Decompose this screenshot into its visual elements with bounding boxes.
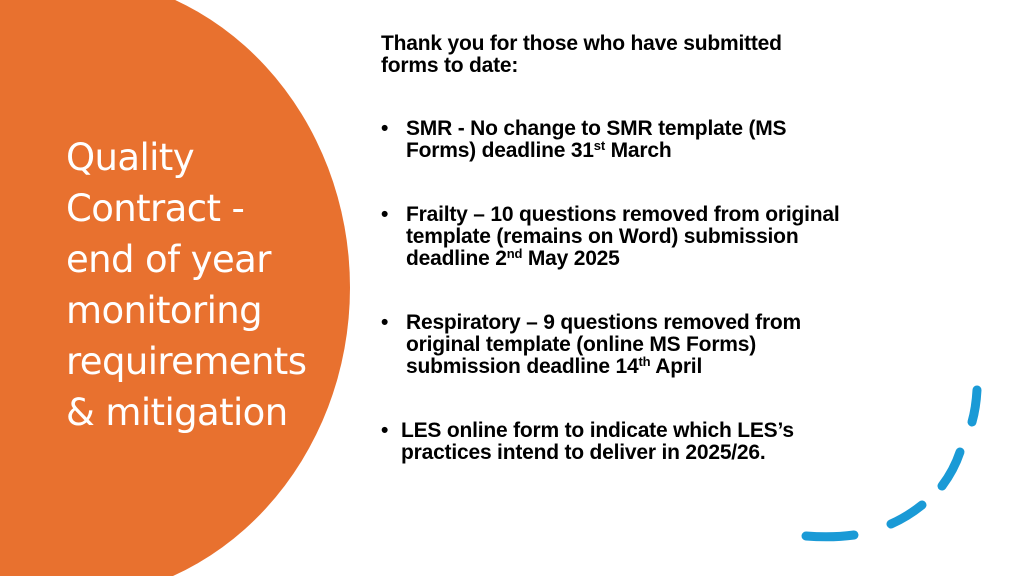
ordinal-suffix: nd xyxy=(506,246,523,261)
line-text: March xyxy=(604,139,672,162)
content-body xyxy=(381,32,981,464)
bullet-line: Frailty – 10 questions removed from original xyxy=(406,203,840,226)
title-line: & mitigation xyxy=(66,391,288,434)
bullet-text xyxy=(406,204,839,270)
bullet-text xyxy=(401,420,794,464)
intro-line: forms to date: xyxy=(381,54,519,77)
bullet-line xyxy=(406,356,801,378)
bullet-marker: • xyxy=(381,117,389,140)
bullet-text xyxy=(406,312,801,378)
ordinal-suffix: th xyxy=(638,354,651,369)
bullet-text xyxy=(406,118,786,162)
bullet-line: LES online form to indicate which LES’s xyxy=(401,419,794,442)
line-text: Forms) deadline 31 xyxy=(406,139,594,162)
ordinal-suffix: st xyxy=(593,138,605,153)
swoosh-dash xyxy=(942,452,960,486)
swoosh-dash xyxy=(806,535,854,537)
title-line: Quality xyxy=(66,136,195,179)
line-text: submission deadline 14 xyxy=(406,355,639,378)
bullet-line xyxy=(406,140,786,162)
bullet-marker: • xyxy=(381,203,389,226)
slide-title xyxy=(66,132,336,438)
bullet-line: Respiratory – 9 questions removed from xyxy=(406,311,802,334)
line-text: April xyxy=(650,355,703,378)
bullet-marker: • xyxy=(381,419,389,442)
bullet-line: SMR - No change to SMR template (MS xyxy=(406,117,787,140)
title-line: Contract - xyxy=(66,187,245,230)
bullet-line: template (remains on Word) submission xyxy=(406,225,799,248)
line-text: May 2025 xyxy=(522,247,620,270)
bullet-line: practices intend to deliver in 2025/26. xyxy=(401,441,766,464)
swoosh-dash xyxy=(891,505,922,524)
intro-line: Thank you for those who have submitted xyxy=(381,32,782,55)
dashed-swoosh-decoration xyxy=(790,380,990,560)
intro-text xyxy=(381,33,981,77)
bullet-line xyxy=(406,248,839,270)
swoosh-dash xyxy=(972,390,977,422)
bullet-marker: • xyxy=(381,311,389,334)
title-line: requirements xyxy=(66,340,307,383)
title-line: monitoring xyxy=(66,289,262,332)
title-line: end of year xyxy=(66,238,271,281)
line-text: deadline 2 xyxy=(406,247,507,270)
bullet-line: original template (online MS Forms) xyxy=(406,333,757,356)
